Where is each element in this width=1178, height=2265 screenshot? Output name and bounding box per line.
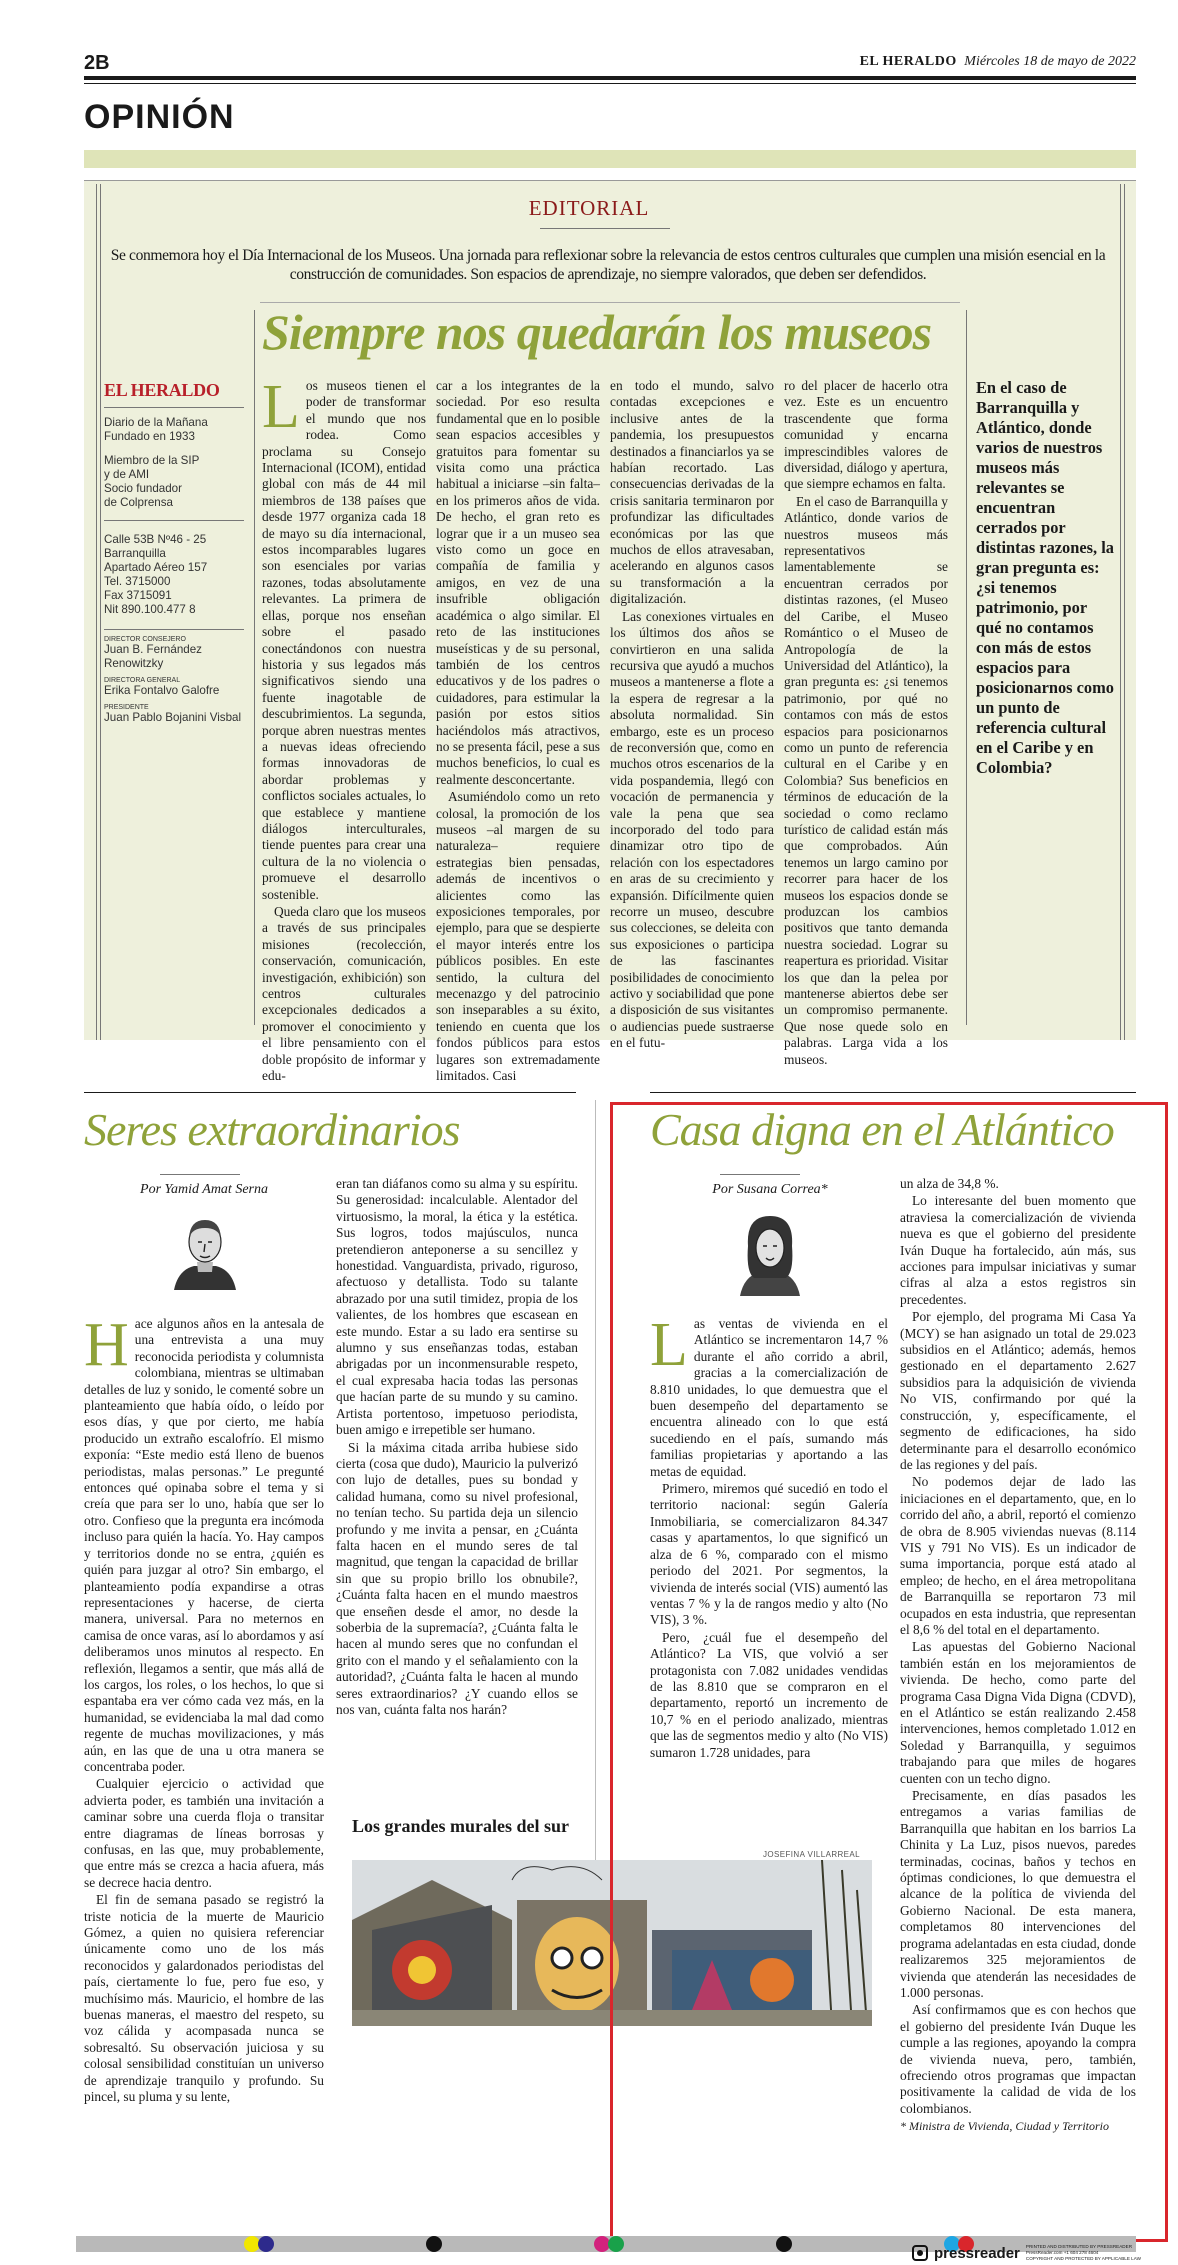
article-paragraph: Las apuestas del Gobierno Nacional también están en los mejoramientos de vivienda. De hecho, como parte del programa Casa Digna Vida Digna (CDVD), en el Atlántico se están realizando 2.458 intervenciones, hemos completado 1.012 en Soledad y Barranquilla, y seguimos trabajando para que miles de hogares cuenten con un techo digno.	[900, 1639, 1136, 1786]
editorial-paragraph: En el caso de Barranquilla y Atlántico, donde varios de nuestros museos más representativos lamentablemente se encuentran cerrados por distintas razones, (el Museo del Caribe, el Museo Romántico o el Museo de Antropología de la Universidad del Atlántico), la gran pregunta es: ¿si tenemos patrimonio, por qué no contamos con más de estos espacios para posicionarnos como un punto de referencia cultural en el Caribe y en Colombia? Sus beneficios en términos de educación de la sociedad o como reclamo turístico de calidad están más que comprobados. Aún tenemos un largo camino por recorrer para hacer de los museos los espacios donde se produzcan los cambios positivos que tanto demanda nuestra sociedad. Lograr su reapertura es prioridad. Visitar los que dan la pelea por mantenerse abiertos debe ser un compromiso permanente. Que nose quede solo en palabras. Larga vida a los museos.	[784, 493, 948, 1067]
right-article-title: Casa digna en el Atlántico	[650, 1104, 1114, 1155]
masthead-name: Juan Pablo Bojanini Visbal	[104, 711, 242, 724]
masthead-line: Fax 3715091	[104, 589, 172, 602]
editorial-paragraph: ro del placer de hacerlo otra vez. Este es un encuentro trascendente que forma comunidad y encarna imprescindibles valores de diversidad, diálogo y apertura, que siempre echamos en falta.	[784, 378, 948, 492]
article-paragraph: eran tan diáfanos como su alma y su espíritu. Su generosidad: incalculable. Alentador del virtuosismo, la moral, la ética y la estética. Sus logros, todos majúsculos, nunca pretendieron anteponerse a su sencillez y honestidad. Vanguardista, privado, riguroso, afectuoso y detallista. Todo su talante abrazado por una sutil timidez, propia de los valientes, de los hombres que escasean en este mundo. Estar a su lado era sentirse su alumno y sus enseñanzas todas, estaban abrigadas por un inconmensurable respeto, el cual expresaba hacia todas las personas que hacían parte de su mundo y su camino. Artista portentoso, impetuoso periodista, buen amigo e irrepetible ser humano.	[336, 1176, 578, 1438]
editorial-paragraph: Asumiéndolo como un reto colosal, la promoción de los museos –al margen de su naturaleza– requiere estrategias bien pensadas, además de incentivos o alicientes como las exposiciones temporales, por ejemplo, para que se despierte el mayor interés entre los públicos posibles. En este sentido, la cultura del mecenazgo y del patrocinio son inseparables a su éxito, teniendo en cuenta que los fondos públicos para estos lugares son extremadamente limitados. Casi	[436, 789, 600, 1084]
masthead-role: DIRECTORA GENERAL	[104, 677, 181, 684]
article-paragraph: Precisamente, en días pasados les entregamos a varias familias de Barranquilla que habitan en los barrios La Chinita y La Luz, pisos nuevos, paredes terminadas, cocinas, baños y techos en óptimas condiciones, lo que demuestra el alcance de la política de vivienda del Gobierno Nacional. De esta manera, completamos 80 intervenciones del programa adelantadas en esta ciudad, donde realizaremos 325 mejoramientos de vivienda que atenderán las necesidades de 1.000 personas.	[900, 1788, 1136, 2000]
drop-cap: L	[262, 373, 300, 441]
section-title: OPINIÓN	[84, 98, 235, 136]
drop-cap: L	[650, 1311, 688, 1379]
editorial-pullquote: En el caso de Barranquilla y Atlántico, donde varios de nuestros museos más relevantes se encuentran cerrados por distintas razones, la gran pregunta es: ¿si tenemos patrimonio, por qué no contamos con más de estos espacios para posicionarnos como un punto de referencia cultural en el Caribe y en Colombia?	[976, 378, 1114, 777]
masthead-sidebar	[104, 380, 244, 725]
editorial-box-rule-right	[1120, 184, 1121, 1040]
editorial-deck: Se conmemora hoy el Día Internacional de los Museos. Una jornada para reflexionar sobre la relevancia de estos centros culturales que cumplen una misión esencial en la construcción de comunidades. Son espacios de aprendizaje, no siempre valorados, que deben ser defendidos.	[110, 247, 1106, 283]
article-paragraph: Lo interesante del buen momento que atraviesa la comercialización de vivienda nueva es que el gobierno del presidente Iván Duque ha fortalecido, aún más, sus acciones para impulsar iniciativas y sumar cifras al alza a estos registros sin precedentes.	[900, 1193, 1136, 1307]
article-paragraph: Por ejemplo, del programa Mi Casa Ya (MCY) se han asignado un total de 29.023 subsidios en el Atlántico; además, hemos gestionado en el departamento 2.627 subsidios para la adquisición de vivienda No VIS, confirmando por qué la construcción, y, específicamente, el segmento de edificaciones, ha sido determinante para el desarrollo económico de las regiones y del país.	[900, 1309, 1136, 1472]
pressreader-footer	[912, 2242, 1142, 2264]
article-paragraph: Así confirmamos que es con hechos que el gobierno del presidente Iván Duque les cumple a las regiones, apoyando la compra de vivienda nueva, pero, también, ofreciendo otros programas que impactan positivamente la calidad de vida de los colombianos.	[900, 2002, 1136, 2116]
article-paragraph: Cualquier ejercicio o actividad que advierta poder, es también una invitación a caminar sobre una cuerda floja o transitar entre diagramas de líneas borrosas y confusas, en las que, muy probablemente, que entre más se crezca a hacia afuera, más se decrece hacia dentro.	[84, 1776, 324, 1890]
editorial-box-rule-left2	[100, 184, 101, 1040]
editorial-title-rule-right	[966, 310, 967, 1025]
paper-name: EL HERALDO	[859, 54, 957, 69]
byline-rule	[160, 1174, 240, 1175]
registration-dot	[608, 2236, 624, 2252]
editorial-column-2	[436, 378, 600, 1085]
masthead-line: Miembro de la SIP	[104, 454, 200, 467]
header-rule-thin	[84, 83, 1136, 84]
article-paragraph: No podemos dejar de lado las iniciaciones en el departamento, que, en lo corrido del año, a abril, reportó el comienzo de obra de 8.905 viviendas nuevas (8.114 VIS y 791 No VIS). Es un indicador de suma importancia, porque está atado al empleo; de hecho, en el área metropolitana de Barranquilla se reportaron 73 mil ocupados en esta industria, que representan el 8,6 % del total en el departamento.	[900, 1474, 1136, 1637]
author-footnote: * Ministra de Vivienda, Ciudad y Territorio	[900, 2119, 1109, 2134]
editorial-column-4	[784, 378, 948, 1069]
pressreader-legal-line: PressReader.com +1 604 278 4604	[1025, 2250, 1099, 2255]
editorial-title-rule-left	[254, 310, 255, 1025]
article-paragraph: as ventas de vivienda en el Atlántico se incrementaron 14,7 % durante el año corrido a abril, gracias a la comercialización de 8.810 unidades, lo que demuestra que el buen desempeño del departamento se encuentra alineado con lo que está sucediendo en el país, sumando más familias propietarias y aportando a las metas de equidad.	[650, 1316, 888, 1479]
masthead-name: Juan B. Fernández Renowitzky	[104, 643, 202, 670]
editorial-kicker: EDITORIAL	[528, 196, 650, 220]
masthead-role: DIRECTOR CONSEJERO	[104, 636, 186, 643]
registration-dot	[426, 2236, 442, 2252]
masthead-role: PRESIDENTE	[104, 704, 149, 711]
column-divider	[595, 1100, 596, 1860]
editorial-title: Siempre nos quedarán los museos	[262, 304, 932, 360]
page-number: 2B	[84, 52, 110, 74]
masthead-line: Barranquilla	[104, 547, 166, 560]
masthead-line: Calle 53B Nº46 - 25	[104, 533, 207, 546]
registration-dot	[258, 2236, 274, 2252]
article-paragraph: un alza de 34,8 %.	[900, 1176, 999, 1191]
masthead-line: Fundado en 1933	[104, 430, 195, 443]
masthead-line: Socio fundador	[104, 482, 182, 495]
editorial-column-1	[262, 373, 426, 1085]
masthead-line: Tel. 3715000	[104, 575, 171, 588]
author-portrait	[168, 1206, 242, 1290]
article-paragraph: Pero, ¿cuál fue el desempeño del Atlántico? La VIS, que volvió a ser protagonista con 7.082 unidades vendidas de las 8.810 que se compraron en el departamento, reportó un incremento de 10,7 % en el periodo analizado, mientras que las de segmentos medio y alto (No VIS) sumaron 1.728 unidades, para	[650, 1629, 888, 1760]
article-paragraph: ace algunos años en la antesala de una entrevista a una muy reconocida periodista y columnista colombiana, mientras se ultimaban detalles de luz y sonido, le comenté sobre un planteamiento que había oído, o leído por esos días, y que por cierto, me había producido un extraño escalofrío. El mismo exponía: “Este medio está lleno de buenos periodistas, malas personas.” Le pregunté entonces qué opinaba sobre el tema y si creía que para ser lo uno, había que ser lo otro. Confieso que la pregunta era incómoda incluso para quién la hacía. Yo. Hay campos y territorios donde no se entra, ¿quién es quién para juzgar al otro? Sin embargo, el planteamiento podía expandirse a otras representaciones y hacerse, de cierta manera, universal. Para no meternos en camisa de once varas, así lo abordamos y así deliberamos unos minutos al respecto. En reflexión, llegamos a sentir, que más allá de los cargos, los roles, o los hechos, lo que si espantaba era ver cómo cada vez más, en la humanidad, se evidenciaba la mal dad como regente de muchas movilizaciones, y más aún, en las que de una u otra manera se concentraba poder.	[84, 1316, 324, 1774]
editorial-paragraph: en todo el mundo, salvo contadas excepciones e inclusive antes de la pandemia, los presupuestos destinados a financiarlos ya se habían recortado. Las consecuencias derivadas de la crisis sanitaria terminaron por profundizar las dificultades económicas por las que muchos de ellos atravesaban, acelerando en algunos casos su transformación a la digitalización.	[610, 378, 774, 607]
editorial-column-3	[610, 378, 774, 1053]
right-byline: Por Susana Correa*	[712, 1182, 828, 1197]
editorial-paragraph: Las conexiones virtuales en los últimos dos años se convirtieron en una salida recursiva que ayudó a muchos museos a mantenerse a flote a la espera de regresar a la absoluta normalidad. Sin embargo, este es un proceso de reconversión que, como en muchos otros escenarios de la vida pospandemia, llegó con vocación de permanencia y vale la pena que sea incorporado del todo para dinamizar otro tipo de relación con los espectadores en aras de su crecimiento y expansión. Difícilmente quien recorre un museo, descubre sus colecciones, se deleita con sus exposiciones o participa de las fascinantes posibilidades de conocimiento activo y sociabilidad que pone a disposición de sus visitantes o audiencias puede sustraerse en el futu-	[610, 608, 774, 1051]
article-paragraph: Primero, miremos qué sucedió en todo el territorio nacional: según Galería Inmobiliaria, se comercializaron 84.347 casas y apartamentos, lo que significó un alza de 6 %, comparado con el mismo periodo del 2021. Por segmentos, la vivienda de interés social (VIS) aumentó las ventas 7 % y la de rangos medio y alto (No VIS), 3 %.	[650, 1481, 888, 1628]
masthead-logo: EL HERALDO	[104, 380, 220, 400]
section-color-bar	[84, 150, 1136, 168]
masthead-line: Apartado Aéreo 157	[104, 561, 208, 574]
left-article-column-2	[336, 1176, 578, 1719]
photo-credit: JOSEFINA VILLARREAL	[763, 1850, 860, 1859]
pressreader-legal-line: COPYRIGHT AND PROTECTED BY APPLICABLE LAW	[1025, 2256, 1141, 2261]
masthead-date-line	[860, 54, 1136, 70]
editorial-paragraph: os museos tienen el poder de transformar el mundo que nos rodea. Como proclama su Consejo Internacional (ICOM), entidad global con más de 44 mil miembros de 138 países que desde 1977 organiza cada 18 de mayo su día internacional, estos incomparables lugares son esenciales por varias razones, todas absolutamente relevantes. La primera de ellas, porque nos enseñan sobre el pasado conectándonos con nuestra historia y sus legados más significativos siendo una fuente inagotable de descubrimientos. La segunda, porque abren nuestras mentes a nuevas ideas ofreciendo formas innovadoras de abordar problemas y conflictos sociales actuales, lo que establece y mantiene diálogos interculturales, tiende puentes para crear una cultura de la no violencia o promueve el desarrollo sostenible.	[262, 378, 426, 902]
masthead-line: Diario de la Mañana	[104, 416, 208, 429]
header-rule-thick	[84, 76, 1136, 80]
pressreader-logo-icon	[912, 2245, 928, 2261]
highlight-box	[610, 1102, 1168, 2242]
masthead-line: de Colprensa	[104, 496, 173, 509]
masthead-name: Erika Fontalvo Galofre	[104, 684, 220, 697]
kicker-rule	[540, 228, 670, 229]
registration-dot	[776, 2236, 792, 2252]
editorial-paragraph: Queda claro que los museos a través de sus principales misiones (recolección, conservación, comunicación, investigación, exhibición) son centros culturales excepcionales dedicados a promover el conocimiento y el libre pensamiento con el doble propósito de informar y edu-	[262, 904, 426, 1084]
right-article-top-rule	[650, 1092, 1136, 1093]
editorial-box-rule-left	[96, 184, 97, 1040]
editorial-paragraph: car a los integrantes de la sociedad. Por eso resulta fundamental que en lo posible sean espacios accesibles y gratuitos para fomentar su visita como una práctica habitual a iniciarse –sin falta– en los primeros años de vida. De hecho, el gran reto es lograr que ir a un museo sea visto como un goce en compañía de familia y amigos, en vez de una insufrible obligación académica o algo similar. El reto de las instituciones museísticas y de su personal, también de los centros educativos y de los padres o cuidadores, para estimular la pasión por estos sitios haciéndolos más atractivos, no se presenta fácil, pese a sus muchos beneficios, lo cual es realmente desconcertante.	[436, 378, 600, 787]
issue-date: Miércoles 18 de mayo de 2022	[964, 54, 1136, 69]
editorial-box-rule-right2	[1124, 184, 1125, 1040]
left-article-top-rule	[84, 1092, 576, 1093]
pressreader-brand: pressreader	[934, 2244, 1020, 2262]
article-paragraph: El fin de semana pasado se registró la triste noticia de la muerte de Mauricio Gómez, a quien no quisiera referenciar únicamente como uno de los más reconocidos y galardonados periodistas del país, ciertamente lo fue, pero fue eso, y muchísimo más. Mauricio, el hombre de las buenas maneras, el maestro del respeto, su voz cálida y acompasada nunca se sobresaltó. Su observación juiciosa y su colosal sensibilidad constituían un universo de aprendizaje tranquilo y profundo. Su pincel, su pluma y su lente,	[84, 1892, 324, 2105]
masthead-line: Nit 890.100.477 8	[104, 603, 196, 616]
photo-caption: Los grandes murales del sur	[352, 1816, 570, 1836]
pressreader-legal-line: PRINTED AND DISTRIBUTED BY PRESSREADER	[1025, 2244, 1133, 2249]
left-byline: Por Yamid Amat Serna	[140, 1182, 268, 1197]
left-article-column-1	[84, 1311, 324, 2107]
masthead-line: y de AMI	[104, 468, 150, 481]
article-paragraph: Si la máxima citada arriba hubiese sido cierta (cosa que dudo), Mauricio la pulverizó con lujo de detalles, pues su bondad y calidad humana, como su nivel profesional, no tenían techo. Su partida deja un silencio profundo y me invita a pensar, en ¿Cuánta falta hacen en el mundo seres de tal magnitud, que tengan la capacidad de brillar sin que su propio brillo los obnubile?, ¿Cuánta falta hacen en el mundo maestros que enseñen desde el amor, no desde la soberbia de la supremacía?, ¿Cuánta falta le hacen al mundo seres que no confundan el grito con el mando y el señalamiento con la autoridad?, ¿Cuánta falta le hacen al mundo seres extraordinarios? ¿Y cuando ellos se nos van, cuánta falta nos harán?	[336, 1439, 578, 1717]
left-article-title: Seres extraordinarios	[84, 1104, 460, 1155]
drop-cap: H	[84, 1311, 129, 1379]
